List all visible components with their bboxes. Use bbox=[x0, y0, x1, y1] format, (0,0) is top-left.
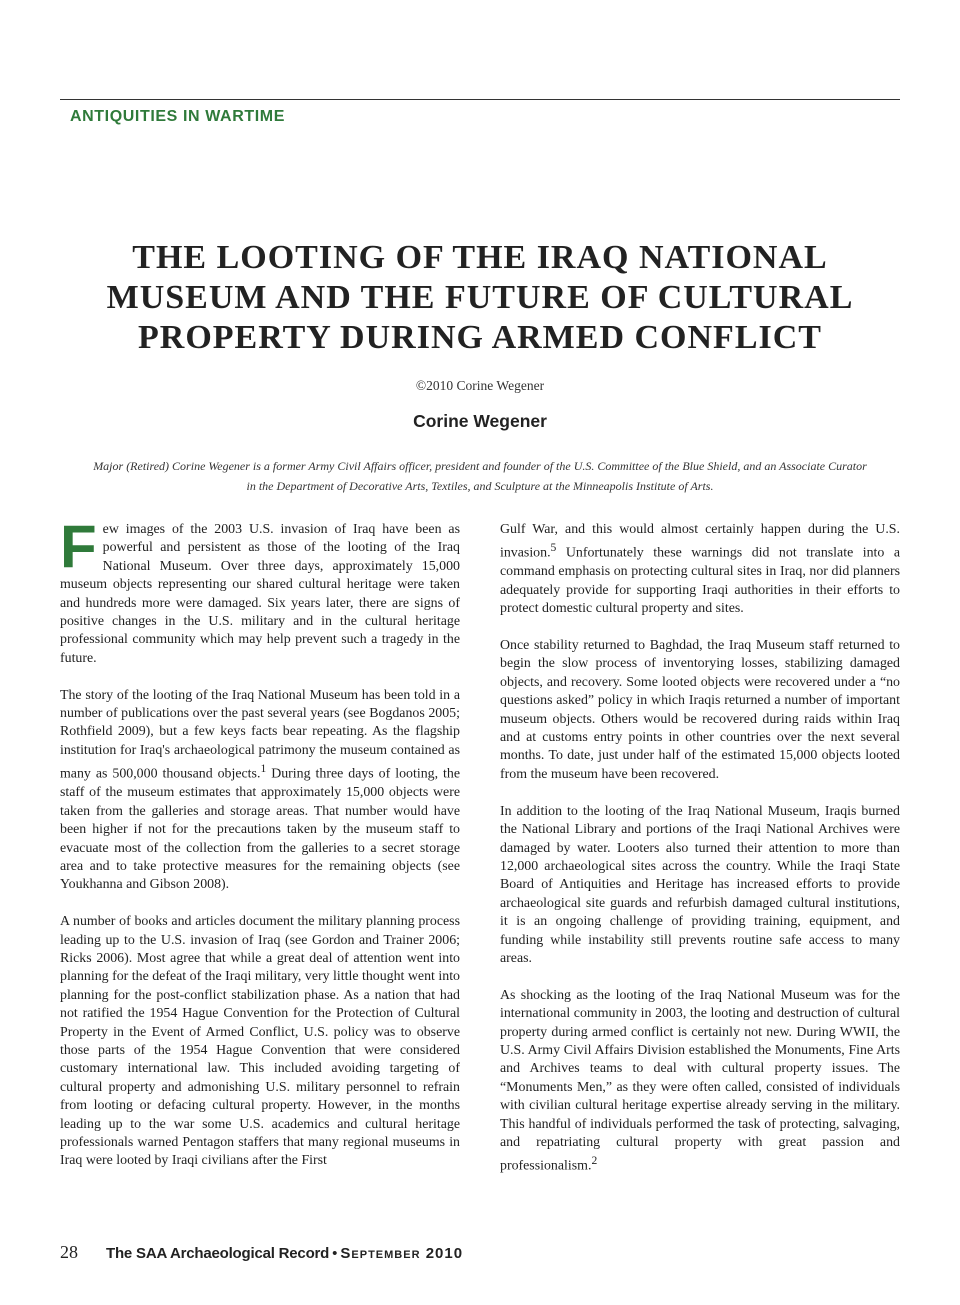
paragraph-1 bbox=[60, 513, 460, 668]
bullet-separator: • bbox=[332, 1245, 338, 1262]
paragraph-4-text-b: Unfortunately these warnings did not translate into a command emphasis on protecting cultural sites in Iraq, nor did planners adequately provide for supporting Iraqi authorities in their efforts to protect domestic cultural property and sites. bbox=[500, 546, 900, 617]
paragraph-6: In addition to the looting of the Iraq National Museum, Iraqis burned the National Library and portions of the Iraqi National Archives were damaged by water. Looters also turned their attention to more than 12,000 archaeological sites across the country. While the Iraqi State Board of Antiquities and Heritage has increased efforts to provide archaeological site guards and refurbish damaged cultural institutions, it is an ongoing challenge of providing training, equipment, and funding while instability still prevents routine safe access to many areas. bbox=[500, 803, 900, 966]
issue-date: September 2010 bbox=[340, 1245, 464, 1262]
drop-cap: F bbox=[60, 513, 97, 580]
footnote-marker: 5 bbox=[550, 541, 557, 555]
paragraph-4-text-a: Gulf War, and this would almost certainly happen during the U.S. invasion. bbox=[500, 522, 900, 562]
paragraph-7-text: As shocking as the looting of the Iraq National Museum was for the international community in 2003, the looting and destruction of cultural property during armed conflict is certainly not new. During WWII, the U.S. Army Civil Affairs Division established the Monuments, Fine Arts and Archives teams to deal with cultural property issues. The “Monuments Men,” as they were often called, consisted of individuals with civilian cultural heritage expertise already serving in the military. This handful of individuals performed the task of protecting, salvaging, and repatriating cultural property with great passion and professionalism. bbox=[500, 987, 900, 1175]
paragraph-7 bbox=[500, 987, 900, 1177]
copyright-line: ©2010 Corine Wegener bbox=[415, 378, 545, 393]
paragraph-3: A number of books and articles document the military planning process leading up to the U.S. invasion of Iraq (see Gordon and Trainer 2006; Ricks 2006). Most agree that while a great deal of attention went into planning for the defeat of the Iraqi military, very little thought went into planning for the post-conflict stabilization phase. As a nation that had not ratified the 1954 Hague Convention for the Protection of Cultural Property in the Event of Armed Conflict, U.S. policy was to observe those parts of the 1954 Hague Convention that were considered customary international law. This included avoiding targeting of cultural property and admonishing U.S. military personnel to refrain from looting or defacing cultural property. However, in the months leading up to the war some U.S. academics and cultural heritage professionals warned Pentagon staffers that many regional museums in Iraq were looted by Iraqi civilians after the First bbox=[60, 914, 460, 1169]
footnote-marker: 1 bbox=[260, 762, 267, 776]
article-title: THE LOOTING OF THE IRAQ NATIONAL MUSEUM AND THE FUTURE OF CULTURAL PROPERTY DURING ARMED CONFLICT bbox=[106, 239, 854, 356]
page-footer bbox=[60, 1242, 900, 1263]
paragraph-2-text-b: During three days of looting, the staff of the museum estimates that approximately 15,000 objects were taken from the galleries and storage areas. That number would have been higher if not for the precautions taken by the museum staff to evacuate most of the collection from the galleries to a secret storage area and to take protective measures for the remaining objects (see Youkhanna and Gibson 2008). bbox=[60, 766, 460, 893]
header-rule bbox=[60, 99, 900, 100]
paragraph-5: Once stability returned to Baghdad, the Iraq Museum staff returned to begin the slow process of inventorying losses, stabilizing damaged objects, and recovery. Some looted objects were recovered under a “no questions asked” policy in which Iraqis returned a number of important museum objects. Others would be recovered during raids within Iraq and at customs entry points in other countries over the next several months. To date, just under half of the estimated 15,000 objects looted from the museum have been recovered. bbox=[500, 638, 900, 782]
publication-name: The SAA Archaeological Record bbox=[106, 1245, 330, 1262]
right-column bbox=[500, 521, 900, 1195]
paragraph-2-text-a: The story of the looting of the Iraq National Museum has been told in a number of publications over the past several years (see Bogdanos 2005; Rothfield 2009), but a few keys facts bear repeating. As the flagship institution for Iraq's archaeological patrimony the museum contained as many as 500,000 thousand objects. bbox=[60, 687, 460, 782]
section-label: ANTIQUITIES IN WARTIME bbox=[70, 108, 285, 125]
left-column bbox=[60, 513, 460, 1189]
paragraph-2 bbox=[60, 687, 460, 895]
paragraph-1-text: ew images of the 2003 U.S. invasion of Iraq have been as powerful and persistent as those of the looting of the Iraq National Museum. Over three days, approximately 15,000 museum objects representing our shared cultural heritage were taken and hundreds more were damaged. Six years later, there are signs of positive changes in the U.S. military and in the cultural heritage professional community which may help prevent such a tragedy in the future. bbox=[60, 522, 460, 666]
author-bio: Major (Retired) Corine Wegener is a former Army Civil Affairs officer, president and founder of the U.S. Committee of the Blue Shield, and an Associate Curator in the Department of Decorative Arts, Textiles, and Sculpture at the Minneapolis Institute of Arts. bbox=[93, 459, 867, 493]
footnote-marker: 2 bbox=[591, 1154, 598, 1168]
paragraph-4 bbox=[500, 521, 900, 619]
page-number: 28 bbox=[60, 1242, 78, 1262]
author-name: Corine Wegener bbox=[413, 411, 547, 431]
